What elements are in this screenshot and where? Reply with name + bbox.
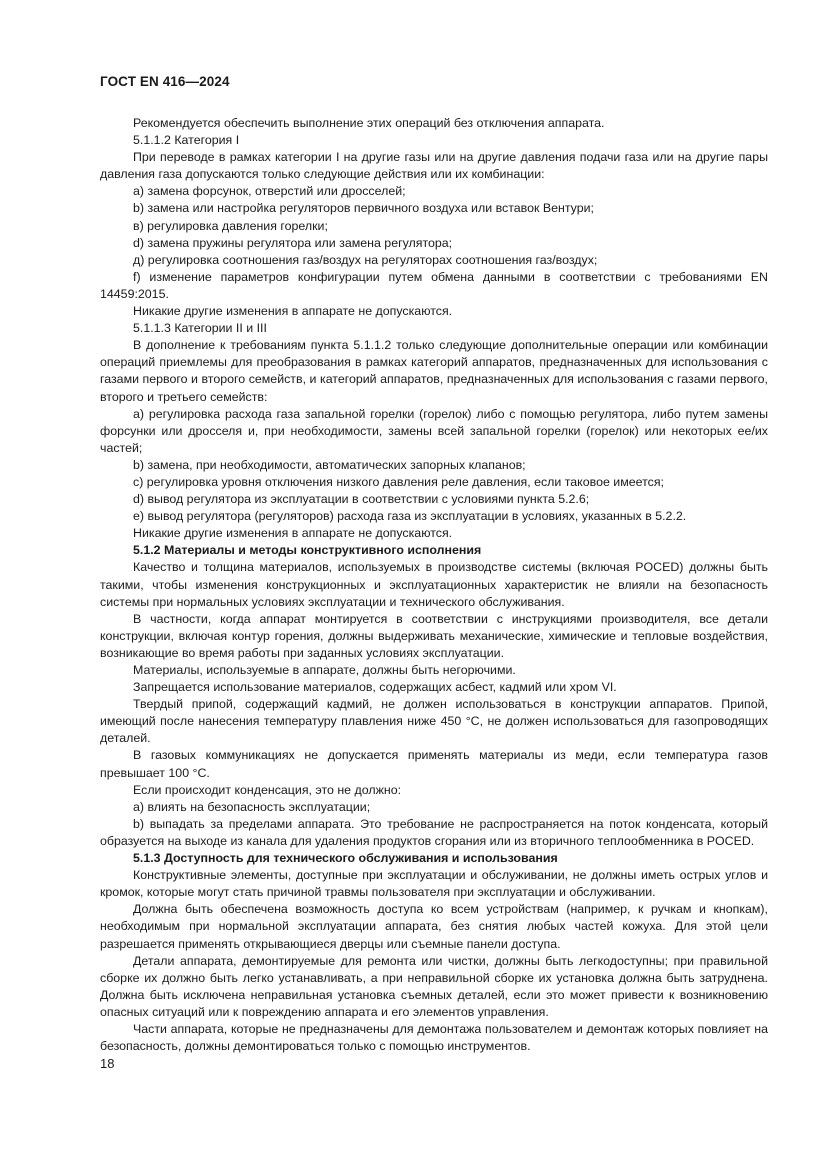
paragraph: Части аппарата, которые не предназначены для демонтажа пользователем и демонтаж которых повлияет на безопасность, должны демонтироваться только с помощью инструментов. bbox=[100, 1021, 768, 1054]
paragraph: Запрещается использование материалов, содержащих асбест, кадмий или хром VI. bbox=[133, 680, 617, 695]
paragraph: В дополнение к требованиям пункта 5.1.1.2 только следующие дополнительные операции или комбинации операций приемлемы для преобразования в рамках категорий аппаратов, предназначенных для использования с газами первого и второго семейств, и категорий аппаратов, предназначенных для использования с газами первого, второго и третьего семейств: bbox=[100, 338, 768, 404]
paragraph: Конструктивные элементы, доступные при эксплуатации и обслуживании, не должны иметь острых углов и кромок, которые могут стать причиной травмы пользователя при эксплуатации и обслуживании. bbox=[100, 868, 768, 900]
paragraph: Если происходит конденсация, это не должно: bbox=[133, 782, 402, 797]
paragraph: Качество и толщина материалов, используемых в производстве системы (включая POCED) должны быть такими, чтобы изменения конструкционных и эксплуатационных характеристик не влияли на безопасность системы при нормальных условиях эксплуатации и технического обслуживания. bbox=[100, 560, 768, 609]
paragraph: При переводе в рамках категории I на другие газы или на другие давления подачи газа или на другие пары давления газа допускаются только следующие действия или их комбинации: bbox=[100, 150, 768, 182]
section-heading-5-1-1-2: 5.1.1.2 Категория I bbox=[133, 133, 240, 148]
paragraph: Должна быть обеспечена возможность доступа ко всем устройствам (например, к ручкам и кнопкам), необходимым при нормальной эксплуатации аппарата, без снятия любых частей кожуха. Для этой цели разрешается применять открывающиеся дверцы или съемные панели доступа. bbox=[100, 902, 768, 951]
paragraph: Материалы, используемые в аппарате, должны быть негорючими. bbox=[133, 663, 516, 677]
list-item: d) замена пружины регулятора или замена регулятора; bbox=[133, 235, 453, 250]
document-header: ГОСТ EN 416—2024 bbox=[100, 74, 230, 89]
list-item: а) замена форсунок, отверстий или дросселей; bbox=[133, 184, 406, 199]
section-heading-5-1-2: 5.1.2 Материалы и методы конструктивного исполнения bbox=[133, 543, 482, 558]
list-item: в) регулировка давления горелки; bbox=[133, 218, 328, 233]
paragraph: В газовых коммуникациях не допускается применять материалы из меди, если температура газов превышает 100 °C. bbox=[100, 748, 768, 780]
paragraph: Рекомендуется обеспечить выполнение этих операций без отключения аппарата. bbox=[133, 116, 605, 130]
section-heading-5-1-1-3: 5.1.1.3 Категории II и III bbox=[133, 321, 267, 336]
list-item: b) замена, при необходимости, автоматических запорных клапанов; bbox=[133, 457, 526, 472]
list-item: д) регулировка соотношения газ/воздух на регуляторах соотношения газ/воздух; bbox=[133, 252, 598, 267]
list-item: e) вывод регулятора (регуляторов) расхода газа из эксплуатации в условиях, указанных в 5.2.2. bbox=[133, 509, 687, 524]
page-body bbox=[100, 115, 768, 1055]
list-item: а) влиять на безопасность эксплуатации; bbox=[133, 799, 371, 814]
list-item: b) выпадать за пределами аппарата. Это требование не распространяется на поток конденсата, который образуется на выходе из канала для удаления продуктов сгорания или из вторичного теплообменника в POCED. bbox=[100, 816, 768, 848]
paragraph: Никакие другие изменения в аппарате не допускаются. bbox=[133, 304, 453, 319]
list-item: d) вывод регулятора из эксплуатации в соответствии с условиями пункта 5.2.6; bbox=[133, 492, 590, 507]
paragraph: Твердый припой, содержащий кадмий, не должен использоваться в конструкции аппаратов. Припой, имеющий после нанесения температуру плавления ниже 450 °C, не должен использоваться для газопроводящих деталей. bbox=[100, 697, 768, 746]
paragraph: В частности, когда аппарат монтируется в соответствии с инструкциями производителя, все детали конструкции, включая контур горения, должны выдерживать механические, химические и тепловые воздействия, возникающие во время работы при заданных условиях эксплуатации. bbox=[100, 611, 768, 660]
list-item: c) регулировка уровня отключения низкого давления реле давления, если таковое имеется; bbox=[133, 474, 664, 489]
list-item: b) замена или настройка регуляторов первичного воздуха или вставок Вентури; bbox=[133, 201, 594, 216]
paragraph: Никакие другие изменения в аппарате не допускаются. bbox=[133, 526, 453, 541]
list-item: f) изменение параметров конфигурации путем обмена данными в соответствии с требованиями EN 14459:2015. bbox=[100, 269, 768, 301]
list-item: а) регулировка расхода газа запальной горелки (горелок) либо с помощью регулятора, либо путем замены форсунки или дросселя и, при необходимости, замены всей запальной горелки (горелок) или некоторых ее/их частей; bbox=[100, 406, 768, 455]
paragraph: Детали аппарата, демонтируемые для ремонта или чистки, должны быть легкодоступны; при правильной сборке их должно быть легко устанавливать, а при неправильной сборке их установка должна быть затруднена. Должна быть исключена неправильная установка съемных деталей, если это может привести к возникновению опасных ситуаций или к повреждению аппарата и его элементов управления. bbox=[100, 953, 768, 1019]
section-heading-5-1-3: 5.1.3 Доступность для технического обслуживания и использования bbox=[133, 851, 558, 866]
page-number: 18 bbox=[100, 1056, 115, 1071]
